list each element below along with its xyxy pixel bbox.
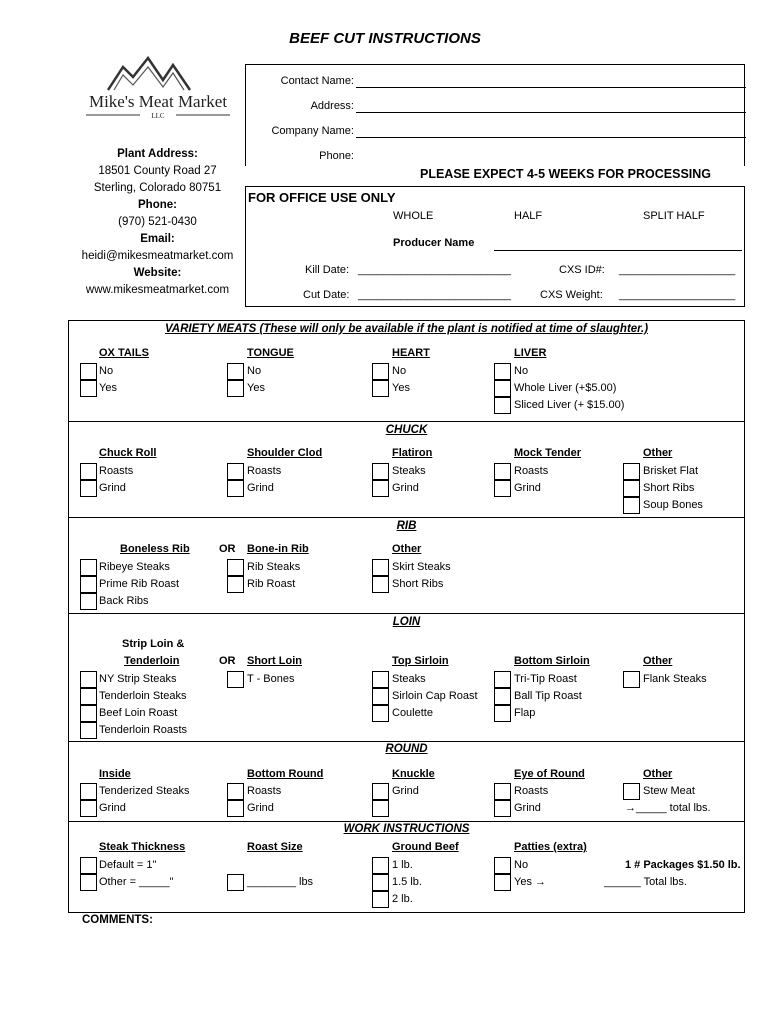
- chuck-other-heading: Other: [643, 447, 673, 459]
- plant-address-line2: Sterling, Colorado 80751: [93, 182, 222, 194]
- contact-box: [245, 64, 745, 166]
- ball-tip-roast-label: Ball Tip Roast: [514, 690, 582, 702]
- loin-title: LOIN: [392, 616, 421, 628]
- chuck-divider: [69, 421, 744, 422]
- cut-date-label: Cut Date:: [303, 289, 350, 301]
- whole-liver-label: Whole Liver (+$5.00): [514, 382, 617, 394]
- other-thickness-field[interactable]: Other = _____": [99, 876, 174, 888]
- round-title: ROUND: [385, 743, 428, 755]
- mountain-logo-icon: [78, 55, 238, 125]
- phone-label: Phone:: [319, 150, 354, 162]
- t-bones-checkbox[interactable]: [227, 671, 244, 688]
- plant-phone: (970) 521-0430: [118, 216, 197, 228]
- ground-1-5lb-checkbox[interactable]: [372, 874, 389, 891]
- soup-bones-label: Soup Bones: [643, 499, 703, 511]
- mock-tender-roasts-checkbox[interactable]: [494, 463, 511, 480]
- tongue-yes-checkbox[interactable]: [227, 380, 244, 397]
- plant-phone-label: Phone:: [138, 199, 177, 211]
- rib-steaks-checkbox[interactable]: [227, 559, 244, 576]
- stew-meat-total-field[interactable]: →_____ total lbs.: [625, 802, 711, 814]
- sirloin-cap-roast-checkbox[interactable]: [372, 688, 389, 705]
- plant-website: www.mikesmeatmarket.com: [85, 284, 230, 296]
- inside-grind-checkbox[interactable]: [80, 800, 97, 817]
- eye-of-round-grind-label: Grind: [514, 802, 541, 814]
- ground-1lb-checkbox[interactable]: [372, 857, 389, 874]
- rib-roast-checkbox[interactable]: [227, 576, 244, 593]
- whole-liver-checkbox[interactable]: [494, 380, 511, 397]
- logo-sub: LLC: [151, 112, 165, 120]
- ground-2lb-label: 2 lb.: [392, 893, 413, 905]
- eye-of-round-roasts-label: Roasts: [514, 785, 549, 797]
- office-heading: FOR OFFICE USE ONLY: [248, 190, 396, 205]
- knuckle-heading: Knuckle: [392, 768, 435, 780]
- patties-heading: Patties (extra): [514, 841, 587, 853]
- plant-email-label: Email:: [140, 233, 175, 245]
- ox-tails-no-label: No: [99, 365, 114, 377]
- prime-rib-roast-label: Prime Rib Roast: [99, 578, 180, 590]
- phone-row: [246, 140, 746, 165]
- strip-loin-heading-1: Strip Loin &: [122, 638, 185, 650]
- roast-size-checkbox[interactable]: [227, 874, 244, 891]
- half-label: HALF: [514, 210, 543, 222]
- roast-size-heading: Roast Size: [247, 841, 303, 853]
- mock-tender-grind-label: Grind: [514, 482, 541, 494]
- tenderized-steaks-checkbox[interactable]: [80, 783, 97, 800]
- liver-heading: LIVER: [514, 347, 547, 359]
- skirt-steaks-label: Skirt Steaks: [392, 561, 451, 573]
- top-sirloin-steaks-checkbox[interactable]: [372, 671, 389, 688]
- flatiron-steaks-label: Steaks: [392, 465, 426, 477]
- top-sirloin-steaks-label: Steaks: [392, 673, 426, 685]
- ribeye-steaks-checkbox[interactable]: [80, 559, 97, 576]
- chuck-title: CHUCK: [385, 424, 428, 436]
- inside-heading: Inside: [99, 768, 131, 780]
- company-name-label: Company Name:: [271, 125, 354, 137]
- flap-label: Flap: [514, 707, 536, 719]
- processing-notice: PLEASE EXPECT 4-5 WEEKS FOR PROCESSING: [420, 167, 712, 181]
- company-row: [246, 115, 746, 140]
- other-thickness-checkbox[interactable]: [80, 874, 97, 891]
- chuck-roll-grind-checkbox[interactable]: [80, 480, 97, 497]
- chuck-roll-grind-label: Grind: [99, 482, 126, 494]
- page-title: BEEF CUT INSTRUCTIONS: [289, 30, 481, 47]
- knuckle-grind-checkbox[interactable]: [372, 783, 389, 800]
- plant-address-line1: 18501 County Road 27: [98, 165, 217, 177]
- rib-or-label: OR: [219, 543, 236, 555]
- inside-grind-label: Grind: [99, 802, 126, 814]
- t-bones-label: T - Bones: [247, 673, 295, 685]
- patty-packages-price: 1 # Packages $1.50 lb.: [625, 859, 741, 871]
- knuckle-blank-checkbox[interactable]: [372, 800, 389, 817]
- rib-roast-label: Rib Roast: [247, 578, 296, 590]
- tongue-no-label: No: [247, 365, 262, 377]
- shoulder-clod-heading: Shoulder Clod: [247, 447, 323, 459]
- cxs-id-label: CXS ID#:: [559, 264, 605, 276]
- patties-total-field[interactable]: ______ Total lbs.: [604, 876, 687, 888]
- ground-1-5lb-label: 1.5 lb.: [392, 876, 422, 888]
- shoulder-clod-grind-checkbox[interactable]: [227, 480, 244, 497]
- ox-tails-heading: OX TAILS: [99, 347, 149, 359]
- address-label: Address:: [310, 100, 354, 112]
- tenderloin-steaks-label: Tenderloin Steaks: [99, 690, 187, 702]
- tri-tip-roast-checkbox[interactable]: [494, 671, 511, 688]
- shoulder-clod-grind-label: Grind: [247, 482, 274, 494]
- cut-date-field[interactable]: _________________________: [358, 289, 511, 301]
- ground-2lb-checkbox[interactable]: [372, 891, 389, 908]
- default-thickness-checkbox[interactable]: [80, 857, 97, 874]
- liver-no-label: No: [514, 365, 529, 377]
- ground-beef-heading: Ground Beef: [392, 841, 459, 853]
- plant-email: heidi@mikesmeatmarket.com: [81, 250, 234, 262]
- beef-loin-roast-label: Beef Loin Roast: [99, 707, 178, 719]
- rib-divider: [69, 517, 744, 518]
- chuck-short-ribs-checkbox[interactable]: [623, 480, 640, 497]
- work-instructions-title: WORK INSTRUCTIONS: [343, 823, 470, 835]
- bottom-round-heading: Bottom Round: [247, 768, 324, 780]
- short-loin-heading: Short Loin: [247, 655, 302, 667]
- rib-steaks-label: Rib Steaks: [247, 561, 301, 573]
- heart-heading: HEART: [392, 347, 430, 359]
- contact-name-label: Contact Name:: [280, 75, 354, 87]
- mock-tender-heading: Mock Tender: [514, 447, 582, 459]
- chuck-roll-heading: Chuck Roll: [99, 447, 157, 459]
- patties-no-checkbox[interactable]: [494, 857, 511, 874]
- default-thickness-label: Default = 1": [99, 859, 157, 871]
- tongue-no-checkbox[interactable]: [227, 363, 244, 380]
- ox-tails-no-checkbox[interactable]: [80, 363, 97, 380]
- cxs-id-field[interactable]: ___________________: [619, 264, 736, 276]
- plant-address-label: Plant Address:: [117, 148, 198, 160]
- producer-name-label: Producer Name: [393, 237, 475, 249]
- whole-label: WHOLE: [393, 210, 434, 222]
- stew-meat-checkbox[interactable]: [623, 783, 640, 800]
- address-field[interactable]: [356, 112, 746, 113]
- stew-meat-label: Stew Meat: [643, 785, 695, 797]
- liver-no-checkbox[interactable]: [494, 363, 511, 380]
- chuck-roll-roasts-checkbox[interactable]: [80, 463, 97, 480]
- office-use-box: [245, 186, 745, 307]
- rib-other-heading: Other: [392, 543, 422, 555]
- ribeye-steaks-label: Ribeye Steaks: [99, 561, 170, 573]
- shoulder-clod-roasts-label: Roasts: [247, 465, 282, 477]
- knuckle-grind-label: Grind: [392, 785, 419, 797]
- patties-yes-label: Yes →: [514, 876, 547, 888]
- bottom-sirloin-heading: Bottom Sirloin: [514, 655, 590, 667]
- brisket-flat-label: Brisket Flat: [643, 465, 699, 477]
- logo: [78, 55, 238, 130]
- sirloin-cap-roast-label: Sirloin Cap Roast: [392, 690, 478, 702]
- bottom-round-roasts-checkbox[interactable]: [227, 783, 244, 800]
- rib-short-ribs-label: Short Ribs: [392, 578, 444, 590]
- heart-yes-checkbox[interactable]: [372, 380, 389, 397]
- ny-strip-steaks-checkbox[interactable]: [80, 671, 97, 688]
- flank-steaks-checkbox[interactable]: [623, 671, 640, 688]
- mock-tender-roasts-label: Roasts: [514, 465, 549, 477]
- loin-divider: [69, 613, 744, 614]
- ball-tip-roast-checkbox[interactable]: [494, 688, 511, 705]
- cut-instructions-table: [68, 320, 745, 913]
- bone-in-rib-heading: Bone-in Rib: [247, 543, 309, 555]
- chuck-short-ribs-label: Short Ribs: [643, 482, 695, 494]
- heart-no-label: No: [392, 365, 407, 377]
- producer-name-field[interactable]: [494, 250, 742, 251]
- soup-bones-checkbox[interactable]: [623, 497, 640, 514]
- tenderloin-roasts-label: Tenderloin Roasts: [99, 724, 188, 736]
- round-divider: [69, 741, 744, 742]
- flatiron-heading: Flatiron: [392, 447, 433, 459]
- tenderloin-roasts-checkbox[interactable]: [80, 722, 97, 739]
- kill-date-label: Kill Date:: [305, 264, 350, 276]
- work-divider: [69, 821, 744, 822]
- loin-other-heading: Other: [643, 655, 673, 667]
- coulette-checkbox[interactable]: [372, 705, 389, 722]
- ox-tails-yes-label: Yes: [99, 382, 117, 394]
- chuck-roll-roasts-label: Roasts: [99, 465, 134, 477]
- contact-name-row: [246, 65, 746, 90]
- address-row: [246, 90, 746, 115]
- back-ribs-checkbox[interactable]: [80, 593, 97, 610]
- patties-no-label: No: [514, 859, 529, 871]
- eye-of-round-roasts-checkbox[interactable]: [494, 783, 511, 800]
- ground-1lb-label: 1 lb.: [392, 859, 413, 871]
- variety-meats-title: VARIETY MEATS (These will only be available if the plant is notified at time of slaughter.): [164, 323, 649, 335]
- patties-yes-checkbox[interactable]: [494, 874, 511, 891]
- ny-strip-steaks-label: NY Strip Steaks: [99, 673, 177, 685]
- rib-title: RIB: [396, 520, 417, 532]
- eye-of-round-heading: Eye of Round: [514, 768, 585, 780]
- strip-loin-heading-2: Tenderloin: [124, 655, 180, 667]
- steak-thickness-heading: Steak Thickness: [99, 841, 186, 853]
- flank-steaks-label: Flank Steaks: [643, 673, 707, 685]
- logo-name: Mike's Meat Market: [88, 92, 228, 111]
- sliced-liver-checkbox[interactable]: [494, 397, 511, 414]
- roast-size-field[interactable]: ________ lbs: [247, 876, 314, 888]
- tongue-yes-label: Yes: [247, 382, 265, 394]
- flap-checkbox[interactable]: [494, 705, 511, 722]
- plant-info: [70, 146, 245, 299]
- flatiron-grind-checkbox[interactable]: [372, 480, 389, 497]
- cxs-weight-field[interactable]: ___________________: [619, 289, 736, 301]
- ox-tails-yes-checkbox[interactable]: [80, 380, 97, 397]
- beef-loin-roast-checkbox[interactable]: [80, 705, 97, 722]
- contact-name-field[interactable]: [356, 87, 746, 88]
- back-ribs-label: Back Ribs: [99, 595, 149, 607]
- cxs-weight-label: CXS Weight:: [540, 289, 603, 301]
- prime-rib-roast-checkbox[interactable]: [80, 576, 97, 593]
- bottom-round-grind-checkbox[interactable]: [227, 800, 244, 817]
- company-name-field[interactable]: [356, 137, 746, 138]
- sliced-liver-label: Sliced Liver (+ $15.00): [514, 399, 625, 411]
- boneless-rib-heading: Boneless Rib: [120, 543, 190, 555]
- brisket-flat-checkbox[interactable]: [623, 463, 640, 480]
- bottom-round-roasts-label: Roasts: [247, 785, 282, 797]
- comments-label: COMMENTS:: [82, 914, 153, 926]
- tenderloin-steaks-checkbox[interactable]: [80, 688, 97, 705]
- rib-short-ribs-checkbox[interactable]: [372, 576, 389, 593]
- flatiron-steaks-checkbox[interactable]: [372, 463, 389, 480]
- tri-tip-roast-label: Tri-Tip Roast: [514, 673, 577, 685]
- coulette-label: Coulette: [392, 707, 433, 719]
- flatiron-grind-label: Grind: [392, 482, 419, 494]
- split-half-label: SPLIT HALF: [643, 210, 705, 222]
- skirt-steaks-checkbox[interactable]: [372, 559, 389, 576]
- eye-of-round-grind-checkbox[interactable]: [494, 800, 511, 817]
- kill-date-field[interactable]: _________________________: [358, 264, 511, 276]
- mock-tender-grind-checkbox[interactable]: [494, 480, 511, 497]
- top-sirloin-heading: Top Sirloin: [392, 655, 449, 667]
- plant-website-label: Website:: [133, 267, 182, 279]
- loin-or-label: OR: [219, 655, 236, 667]
- tongue-heading: TONGUE: [247, 347, 294, 359]
- heart-yes-label: Yes: [392, 382, 410, 394]
- shoulder-clod-roasts-checkbox[interactable]: [227, 463, 244, 480]
- heart-no-checkbox[interactable]: [372, 363, 389, 380]
- round-other-heading: Other: [643, 768, 673, 780]
- bottom-round-grind-label: Grind: [247, 802, 274, 814]
- tenderized-steaks-label: Tenderized Steaks: [99, 785, 190, 797]
